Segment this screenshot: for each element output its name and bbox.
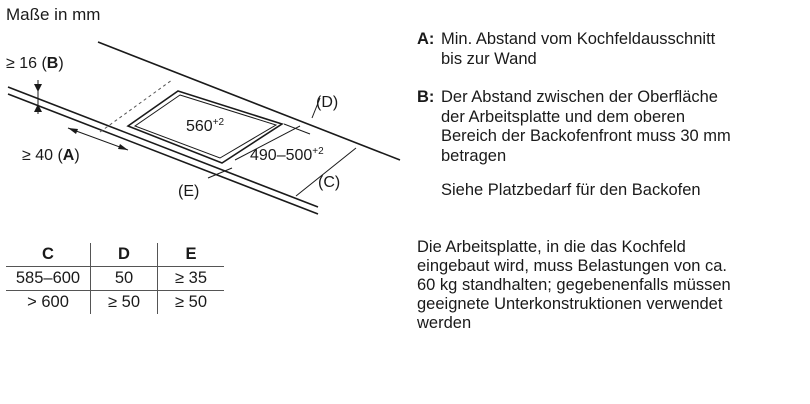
cutout-depth-label: $490-500^{+2}$ <box>250 146 324 164</box>
label-e: (E) <box>178 183 200 200</box>
label-c: (C) <box>318 174 341 191</box>
label-b: ≥ 16 (B) <box>6 55 64 72</box>
annotation-b <box>417 88 731 166</box>
dimension-table <box>6 243 224 314</box>
table-cell: 585–600 <box>6 267 91 291</box>
a-arrow-right <box>118 144 128 150</box>
table-header: C <box>6 243 91 267</box>
load-bearing-note: Die Arbeitsplatte, in die das Kochfeld eingebaut wird, muss Belastungen von ca. 60 kg standhalten; gegebenenfalls müssen geeignete Unterkonstruktionen verwendet werden <box>417 238 731 332</box>
units-label: Maße in mm <box>6 5 101 24</box>
table-cell: ≥ 50 <box>158 291 225 315</box>
annotation-text: Der Abstand zwischen der Oberfläche der Arbeitsplatte und dem oberen Bereich der Backofenfront muss 30 mm betragen <box>441 88 731 165</box>
a-arrow-left <box>68 128 78 134</box>
projection-line <box>100 80 172 132</box>
label-a: ≥ 40 (A) <box>22 147 80 164</box>
table-cell: ≥ 35 <box>158 267 225 291</box>
table-row <box>6 291 224 315</box>
annotation-key: A: <box>417 30 435 48</box>
annotation-key: B: <box>417 88 435 106</box>
worktop-back-edge <box>98 42 400 160</box>
table-header: E <box>158 243 225 267</box>
b-arrow-top <box>34 84 42 92</box>
table-row <box>6 267 224 291</box>
table-header-row <box>6 243 224 267</box>
table-cell: > 600 <box>6 291 91 315</box>
label-d: (D) <box>316 94 339 111</box>
oven-space-note: Siehe Platzbedarf für den Backofen <box>441 181 701 199</box>
cutout-diagram <box>0 0 410 235</box>
table-cell: 50 <box>91 267 158 291</box>
table-cell: ≥ 50 <box>91 291 158 315</box>
cutout-width-label: $560^{+2}$ <box>186 117 225 135</box>
annotation-text: Min. Abstand vom Kochfeldausschnitt bis zur Wand <box>441 30 716 68</box>
annotation-a <box>417 30 715 69</box>
table-header: D <box>91 243 158 267</box>
